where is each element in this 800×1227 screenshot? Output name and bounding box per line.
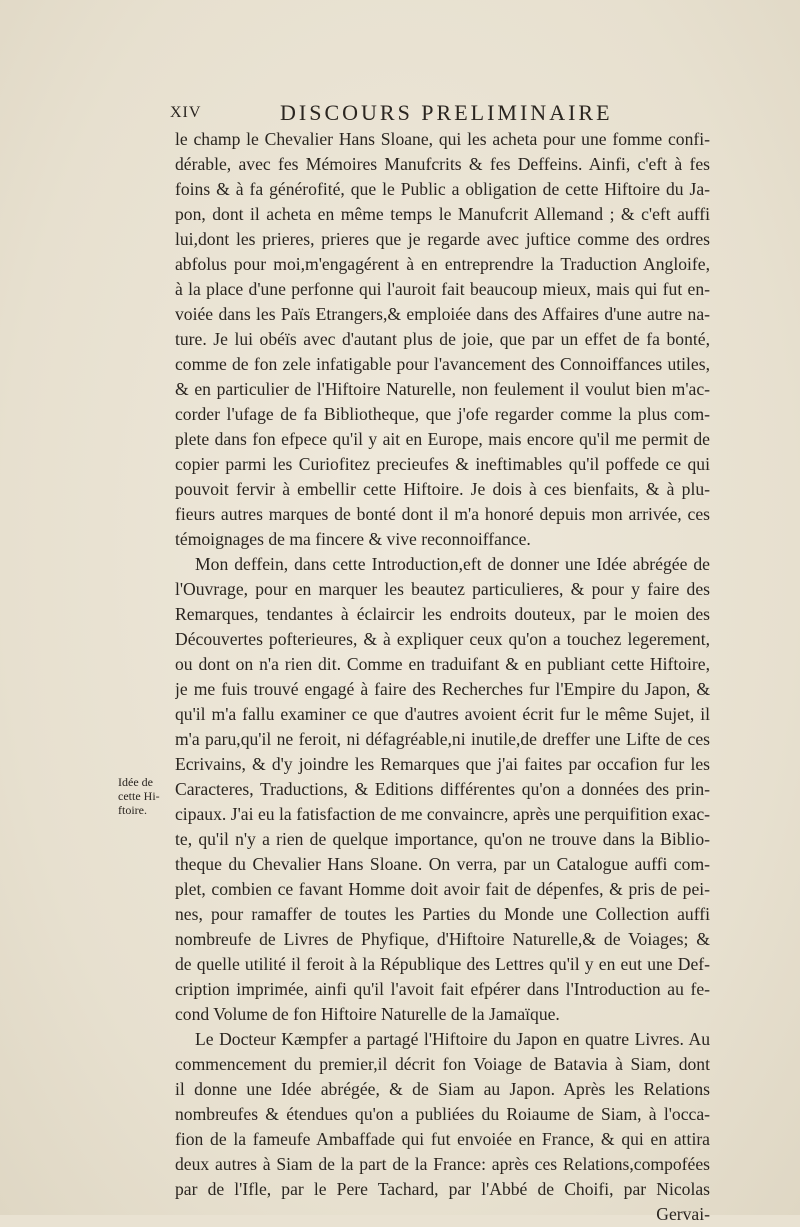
text-line: Mon deffein, dans cette Introduction,eft de donner une Idée abrégée de [195,554,710,574]
text-line: commencement du premier,il décrit fon Voiage de Batavia à Siam, dont [175,1054,710,1074]
text-line: fieurs autres marques de bonté dont il m'a honoré depuis mon arrivée, ces [175,504,710,524]
text-line: Remarques, tendantes à éclaircir les endroits douteux, par le moien des [175,604,710,624]
margin-note [118,775,170,817]
text-line: je me fuis trouvé engagé à faire des Recherches fur l'Empire du Japon, & [175,679,710,699]
text-line: fion de la fameufe Ambaffade qui fut envoiée en France, & qui en attira [175,1129,710,1149]
text-line: m'a paru,qu'il ne feroit, ni défagréable,ni inutile,de dreffer une Lifte de ces [175,729,710,749]
text-line: cipaux. J'ai eu la fatisfaction de me convaincre, après une perquifition exac- [175,804,710,824]
text-line: ture. Je lui obéïs avec d'autant plus de joie, que par un effet de fa bonté, [175,329,710,349]
body-text [175,127,710,1227]
text-line: Découvertes pofterieures, & à expliquer ceux qu'on a touchez legerement, [175,629,710,649]
catchword: Gervai- [656,1204,710,1224]
text-line: de quelle utilité il feroit à la République des Lettres qu'il y en eut une Def- [175,954,710,974]
running-title: DISCOURS PRELIMINAIRE [280,100,613,125]
text-line: cription imprimée, ainfi qu'il l'avoit fait efpérer dans l'Introduction au fe- [175,979,710,999]
text-line: à la place d'une perfonne qui l'auroit fait beaucoup mieux, mais qui fut en- [175,279,710,299]
text-line: cond Volume de fon Hiftoire Naturelle de la Jamaïque. [175,1004,560,1024]
page-header [150,100,660,126]
text-line: plete dans fon efpece qu'il y ait en Europe, mais encore qu'il me permit de [175,429,710,449]
text-line: Le Docteur Kæmpfer a partagé l'Hiftoire du Japon en quatre Livres. Au [195,1029,710,1049]
margin-note-line: cette Hi- [118,789,160,803]
text-line: dérable, avec fes Mémoires Manufcrits & fes Deffeins. Ainfi, c'eft à fes [175,154,710,174]
text-line: qu'il m'a fallu examiner ce que d'autres avoient écrit fur le même Sujet, il [175,704,710,724]
text-line: nombreufes & étendues qu'on a publiées du Roiaume de Siam, à l'occa- [175,1104,710,1124]
text-line: nes, pour ramaffer de toutes les Parties du Monde une Collection auffi [175,904,710,924]
text-line: te, qu'il n'y a rien de quelque importance, qu'on ne trouve dans la Biblio- [175,829,710,849]
text-line: nombreufe de Livres de Phyfique, d'Hiftoire Naturelle,& de Voiages; & [175,929,710,949]
text-line: corder l'ufage de fa Bibliotheque, que j'ofe regarder comme la plus com- [175,404,710,424]
text-line: l'Ouvrage, pour en marquer les beautez particulieres, & pour y faire des [175,579,710,599]
text-line: comme de fon zele infatigable pour l'avancement des Connoiffances utiles, [175,354,710,374]
text-line: pon, dont il acheta en même temps le Manufcrit Allemand ; & c'eft auffi [175,204,710,224]
text-line: foins & à fa générofité, que le Public a obligation de cette Hiftoire du Ja- [175,179,710,199]
text-line: copier parmi les Curiofitez precieufes & ineftimables qu'il poffede ce qui [175,454,710,474]
text-line: par de l'Ifle, par le Pere Tachard, par l'Abbé de Choifi, par Nicolas [175,1179,710,1199]
text-line: pouvoit fervir à embellir cette Hiftoire. Je dois à ces bienfaits, & à plu- [175,479,710,499]
text-line: deux autres à Siam de la part de la France: après ces Relations,compofées [175,1154,710,1174]
text-line: lui,dont les prieres, prieres que je regarde avec juftice comme des ordres [175,229,710,249]
text-line: plet, combien ce favant Homme doit avoir fait de dépenfes, & pris de pei- [175,879,710,899]
text-line: ou dont on n'a rien dit. Comme en traduifant & en publiant cette Hiftoire, [175,654,710,674]
text-line: theque du Chevalier Hans Sloane. On verra, par un Catalogue auffi com- [175,854,710,874]
margin-note-line: Idée de [118,775,153,789]
text-line: le champ le Chevalier Hans Sloane, qui les acheta pour une fomme confi- [175,129,710,149]
page-number: XIV [170,104,202,121]
text-line: il donne une Idée abrégée, & de Siam au Japon. Après les Relations [175,1079,710,1099]
margin-note-line: ftoire. [118,803,147,817]
text-line: & en particulier de l'Hiftoire Naturelle, non feulement il voulut bien m'ac- [175,379,710,399]
text-line: témoignages de ma fincere & vive reconnoiffance. [175,529,531,549]
text-line: voiée dans les Païs Etrangers,& emploiée dans des Affaires d'une autre na- [175,304,710,324]
text-line: Ecrivains, & d'y joindre les Remarques que j'ai faites par occafion fur les [175,754,710,774]
text-line: abfolus pour moi,m'engagérent à en entreprendre la Traduction Angloife, [175,254,710,274]
text-line: Caracteres, Traductions, & Editions différentes qu'on a données des prin- [175,779,710,799]
